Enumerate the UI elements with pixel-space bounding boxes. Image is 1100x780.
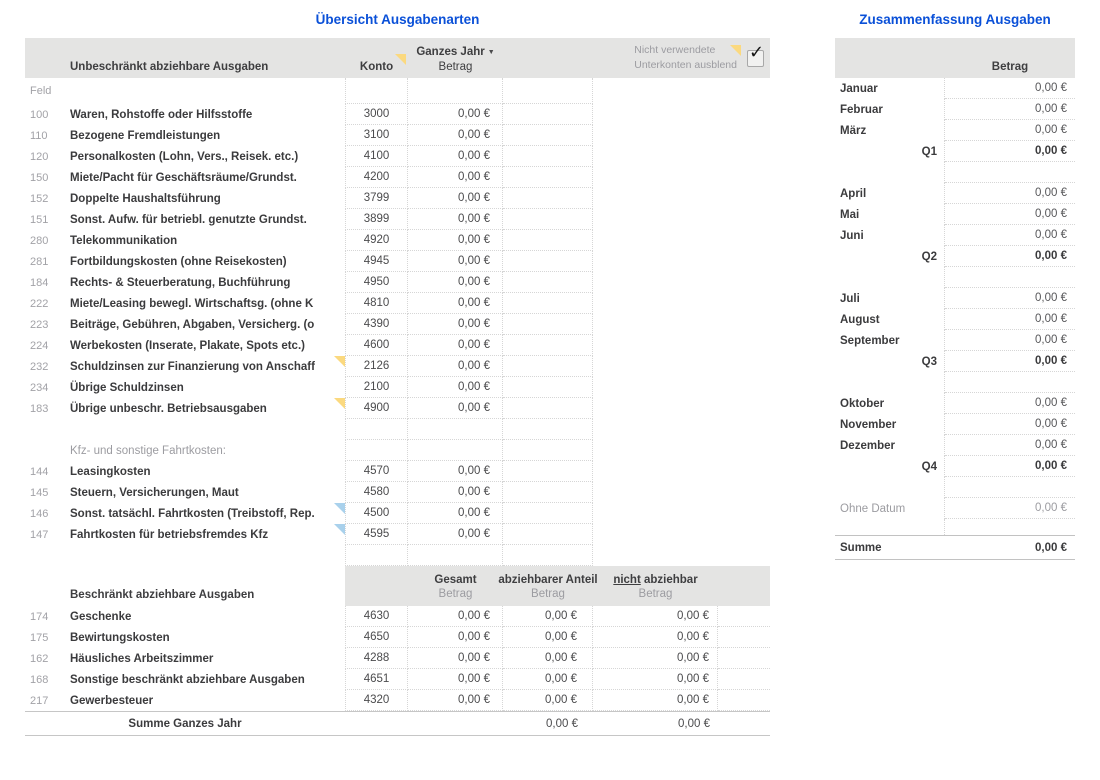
betrag-cell[interactable]: 0,00 € bbox=[408, 503, 503, 524]
period-label-cell[interactable]: Juni bbox=[835, 225, 945, 246]
comment-marker-icon bbox=[334, 524, 345, 535]
feld-number: 162 bbox=[30, 652, 49, 665]
period-label-cell[interactable]: Februar bbox=[835, 99, 945, 120]
table-row bbox=[25, 230, 770, 251]
betrag-cell[interactable] bbox=[408, 419, 503, 440]
period-label-cell[interactable] bbox=[835, 477, 945, 498]
column-header-restricted-expenses: Beschränkt abziehbare Ausgaben bbox=[70, 589, 255, 601]
konto-cell[interactable]: 4651 bbox=[345, 669, 408, 690]
expense-label-cell[interactable]: Kfz- und sonstige Fahrtkosten: bbox=[70, 444, 226, 457]
empty-cell bbox=[503, 440, 593, 461]
expense-label-cell[interactable]: Beiträge, Gebühren, Abgaben, Versicherg. (o bbox=[70, 318, 315, 331]
konto-cell[interactable]: 3899 bbox=[345, 209, 408, 230]
betrag-cell[interactable]: 0,00 € bbox=[945, 309, 1075, 330]
summary-row bbox=[835, 204, 1075, 225]
empty-cell bbox=[503, 314, 593, 335]
checkmark-icon: ✓ bbox=[749, 41, 765, 62]
konto-cell[interactable]: 3799 bbox=[345, 188, 408, 209]
betrag-cell[interactable]: 0,00 € bbox=[945, 330, 1075, 351]
summary-row bbox=[835, 288, 1075, 309]
summary-row bbox=[835, 372, 1075, 393]
summary-row bbox=[835, 162, 1075, 183]
feld-number: 120 bbox=[30, 150, 49, 163]
feld-number: 145 bbox=[30, 486, 49, 499]
subheader-betrag: Betrag bbox=[438, 588, 473, 600]
column-header-abziehbarer-anteil: abziehbarer Anteil bbox=[498, 574, 598, 586]
table-row bbox=[25, 461, 770, 482]
betrag-cell[interactable]: 0,00 € bbox=[945, 78, 1075, 99]
period-label-cell[interactable]: Q1 bbox=[835, 141, 945, 162]
betrag-cell[interactable] bbox=[408, 78, 503, 104]
expense-label-cell[interactable]: Waren, Rohstoffe oder Hilfsstoffe bbox=[70, 108, 253, 121]
table-row bbox=[25, 167, 770, 188]
gesamt-betrag-cell[interactable]: 0,00 € bbox=[408, 690, 503, 711]
expense-label-cell[interactable]: Übrige unbeschr. Betriebsausgaben bbox=[65, 398, 345, 419]
betrag-cell[interactable]: 0,00 € bbox=[945, 183, 1075, 204]
konto-cell[interactable]: 4390 bbox=[345, 314, 408, 335]
restricted-expense-rows bbox=[25, 606, 770, 711]
betrag-cell[interactable]: 0,00 € bbox=[945, 456, 1075, 477]
nicht-abziehbar-cell[interactable]: 0,00 € bbox=[593, 648, 718, 669]
empty-cell bbox=[718, 669, 770, 690]
table-row bbox=[25, 356, 770, 377]
betrag-cell[interactable]: 0,00 € bbox=[408, 188, 503, 209]
expense-label-cell[interactable]: Sonst. Aufw. für betriebl. genutzte Grundst. bbox=[70, 213, 307, 226]
column-header-betrag: Betrag bbox=[438, 61, 473, 73]
abziehbarer-anteil-cell[interactable]: 0,00 € bbox=[503, 606, 593, 627]
period-label-cell[interactable]: Q3 bbox=[835, 351, 945, 372]
betrag-cell[interactable]: 0,00 € bbox=[408, 104, 503, 125]
feld-number: 184 bbox=[30, 276, 49, 289]
period-label-cell[interactable] bbox=[835, 519, 945, 535]
expense-label-cell[interactable]: Leasingkosten bbox=[70, 465, 151, 478]
expense-label-cell[interactable] bbox=[65, 419, 345, 440]
period-dropdown[interactable]: Ganzes Jahr ▼ bbox=[416, 46, 495, 58]
comment-marker-icon bbox=[334, 503, 345, 514]
feld-number: 183 bbox=[30, 402, 49, 415]
feld-number: 280 bbox=[30, 234, 49, 247]
column-header-unrestricted-expenses: Unbeschränkt abziehbare Ausgaben bbox=[70, 61, 269, 73]
expense-label-cell[interactable]: Miete/Leasing bewegl. Wirtschaftsg. (ohne K bbox=[70, 297, 314, 310]
betrag-cell[interactable]: 0,00 € bbox=[408, 335, 503, 356]
expense-label-cell[interactable]: Gewerbesteuer bbox=[70, 694, 154, 707]
period-label-cell[interactable] bbox=[835, 162, 945, 183]
konto-cell[interactable]: 4500 bbox=[345, 503, 408, 524]
betrag-cell[interactable]: 0,00 € bbox=[408, 293, 503, 314]
gesamt-betrag-cell[interactable]: 0,00 € bbox=[408, 648, 503, 669]
konto-cell[interactable]: 3100 bbox=[345, 125, 408, 146]
betrag-cell[interactable]: 0,00 € bbox=[945, 120, 1075, 141]
gesamt-betrag-cell[interactable]: 0,00 € bbox=[408, 669, 503, 690]
table-row bbox=[25, 669, 770, 690]
betrag-cell[interactable] bbox=[408, 545, 503, 566]
empty-cell bbox=[503, 104, 593, 125]
empty-cell bbox=[503, 545, 593, 566]
expense-label-cell[interactable]: Häusliches Arbeitszimmer bbox=[70, 652, 214, 665]
betrag-cell[interactable]: 0,00 € bbox=[945, 435, 1075, 456]
konto-cell[interactable]: 4950 bbox=[345, 272, 408, 293]
hide-subaccounts-checkbox[interactable] bbox=[747, 41, 765, 67]
expense-label-cell[interactable]: Geschenke bbox=[70, 610, 132, 623]
abziehbarer-anteil-cell[interactable]: 0,00 € bbox=[503, 690, 593, 711]
period-label-cell[interactable] bbox=[835, 267, 945, 288]
betrag-cell[interactable]: 0,00 € bbox=[408, 314, 503, 335]
expense-label-cell[interactable]: Fahrtkosten für betriebsfremdes Kfz bbox=[65, 524, 345, 545]
betrag-cell[interactable]: 0,00 € bbox=[408, 209, 503, 230]
konto-cell[interactable]: 4600 bbox=[345, 335, 408, 356]
feld-number: 234 bbox=[30, 381, 49, 394]
betrag-cell[interactable] bbox=[408, 440, 503, 461]
period-label-cell[interactable]: Januar bbox=[835, 78, 945, 99]
expense-label-cell[interactable]: Steuern, Versicherungen, Maut bbox=[70, 486, 239, 499]
summary-row bbox=[835, 183, 1075, 204]
table-row bbox=[25, 209, 770, 230]
summary-row bbox=[835, 246, 1075, 267]
summe-label: Summe bbox=[840, 541, 882, 554]
expense-label-cell[interactable] bbox=[65, 78, 345, 104]
chevron-down-icon: ▼ bbox=[487, 49, 495, 56]
table-row bbox=[25, 377, 770, 398]
table-row bbox=[25, 188, 770, 209]
right-table-title: Zusammenfassung Ausgaben bbox=[859, 12, 1051, 27]
table-row bbox=[25, 627, 770, 648]
expense-label-cell[interactable]: Rechts- & Steuerberatung, Buchführung bbox=[70, 276, 291, 289]
abziehbarer-anteil-cell[interactable]: 0,00 € bbox=[503, 627, 593, 648]
konto-cell[interactable]: 4570 bbox=[345, 461, 408, 482]
feld-number: 222 bbox=[30, 297, 49, 310]
left-table-title: Übersicht Ausgabenarten bbox=[315, 12, 480, 27]
feld-number: 232 bbox=[30, 360, 49, 373]
empty-cell bbox=[503, 146, 593, 167]
betrag-cell[interactable]: 0,00 € bbox=[945, 498, 1075, 519]
unrestricted-expense-rows bbox=[25, 78, 770, 566]
empty-cell bbox=[503, 461, 593, 482]
total-nicht-abziehbar-value: 0,00 € bbox=[678, 717, 710, 730]
feld-number: 150 bbox=[30, 171, 49, 184]
subheader-betrag: Betrag bbox=[531, 588, 565, 600]
total-row-ganzes-jahr bbox=[25, 711, 770, 736]
summe-value: 0,00 € bbox=[1035, 541, 1067, 554]
feld-number: 217 bbox=[30, 694, 49, 707]
total-abziehbar-value: 0,00 € bbox=[546, 717, 578, 730]
nicht-abziehbar-cell[interactable]: 0,00 € bbox=[593, 690, 718, 711]
empty-cell bbox=[503, 125, 593, 146]
konto-cell[interactable]: 4900 bbox=[345, 398, 408, 419]
table-row bbox=[25, 146, 770, 167]
konto-cell[interactable]: 4630 bbox=[345, 606, 408, 627]
summary-row bbox=[835, 456, 1075, 477]
empty-cell bbox=[503, 524, 593, 545]
empty-cell bbox=[503, 230, 593, 251]
period-label-cell[interactable]: April bbox=[835, 183, 945, 204]
konto-cell[interactable]: 4595 bbox=[345, 524, 408, 545]
betrag-cell[interactable]: 0,00 € bbox=[945, 393, 1075, 414]
table-row bbox=[25, 314, 770, 335]
nicht-abziehbar-cell[interactable]: 0,00 € bbox=[593, 669, 718, 690]
summary-row bbox=[835, 99, 1075, 120]
comment-marker-icon bbox=[730, 45, 741, 56]
feld-number: 224 bbox=[30, 339, 49, 352]
period-label-cell[interactable]: Mai bbox=[835, 204, 945, 225]
table-row bbox=[25, 503, 770, 524]
period-label-cell[interactable]: Ohne Datum bbox=[835, 498, 945, 519]
nicht-abziehbar-cell[interactable]: 0,00 € bbox=[593, 627, 718, 648]
table-row bbox=[25, 648, 770, 669]
konto-cell[interactable]: 4100 bbox=[345, 146, 408, 167]
table-row bbox=[25, 104, 770, 125]
summary-row bbox=[835, 141, 1075, 162]
table-row bbox=[25, 690, 770, 711]
feld-number bbox=[25, 419, 65, 440]
empty-cell bbox=[503, 251, 593, 272]
table-row bbox=[25, 125, 770, 146]
nicht-abziehbar-cell[interactable]: 0,00 € bbox=[593, 606, 718, 627]
expense-label-cell[interactable]: Doppelte Haushaltsführung bbox=[70, 192, 221, 205]
konto-cell[interactable] bbox=[345, 78, 408, 104]
summary-row bbox=[835, 78, 1075, 99]
betrag-cell[interactable]: 0,00 € bbox=[408, 524, 503, 545]
expense-label-cell[interactable]: Fortbildungskosten (ohne Reisekosten) bbox=[70, 255, 287, 268]
period-label-cell[interactable] bbox=[835, 372, 945, 393]
betrag-cell[interactable]: 0,00 € bbox=[408, 167, 503, 188]
betrag-cell[interactable]: 0,00 € bbox=[408, 125, 503, 146]
table-row bbox=[25, 545, 770, 566]
period-label-cell[interactable]: Q2 bbox=[835, 246, 945, 267]
empty-cell bbox=[503, 335, 593, 356]
konto-cell[interactable]: 4320 bbox=[345, 690, 408, 711]
empty-cell bbox=[503, 356, 593, 377]
expense-label-cell[interactable]: Schuldzinsen zur Finanzierung von Anschaff bbox=[65, 356, 345, 377]
gesamt-betrag-cell[interactable]: 0,00 € bbox=[408, 627, 503, 648]
betrag-cell[interactable] bbox=[945, 519, 1075, 535]
betrag-cell[interactable]: 0,00 € bbox=[408, 461, 503, 482]
expense-label-cell[interactable]: Übrige Schuldzinsen bbox=[70, 381, 184, 394]
feld-number: 281 bbox=[30, 255, 49, 268]
konto-cell[interactable]: 4810 bbox=[345, 293, 408, 314]
abziehbarer-anteil-cell[interactable]: 0,00 € bbox=[503, 669, 593, 690]
feld-number: 147 bbox=[30, 528, 49, 541]
empty-cell bbox=[718, 606, 770, 627]
expense-label-cell[interactable]: Sonst. tatsächl. Fahrtkosten (Treibstoff, Rep. bbox=[65, 503, 345, 524]
betrag-cell[interactable]: 0,00 € bbox=[945, 204, 1075, 225]
expense-summary-table bbox=[835, 38, 1075, 560]
betrag-cell[interactable]: 0,00 € bbox=[408, 230, 503, 251]
konto-cell[interactable] bbox=[345, 545, 408, 566]
comment-marker-icon bbox=[395, 54, 406, 65]
betrag-cell[interactable]: 0,00 € bbox=[408, 272, 503, 293]
konto-cell[interactable]: 3000 bbox=[345, 104, 408, 125]
feld-number: 152 bbox=[30, 192, 49, 205]
gesamt-betrag-cell[interactable]: 0,00 € bbox=[408, 606, 503, 627]
summary-row bbox=[835, 330, 1075, 351]
feld-number: 100 bbox=[30, 108, 49, 121]
expense-label-cell[interactable]: Sonstige beschränkt abziehbare Ausgaben bbox=[70, 673, 305, 686]
betrag-cell[interactable]: 0,00 € bbox=[945, 99, 1075, 120]
empty-cell bbox=[718, 627, 770, 648]
period-label-cell[interactable]: Juli bbox=[835, 288, 945, 309]
betrag-cell[interactable]: 0,00 € bbox=[408, 251, 503, 272]
betrag-cell[interactable]: 0,00 € bbox=[408, 398, 503, 419]
betrag-cell[interactable] bbox=[945, 477, 1075, 498]
column-header-gesamt: Gesamt bbox=[434, 574, 477, 586]
comment-marker-icon bbox=[334, 398, 345, 409]
betrag-cell[interactable]: 0,00 € bbox=[945, 414, 1075, 435]
betrag-cell[interactable] bbox=[945, 267, 1075, 288]
table-row bbox=[25, 606, 770, 627]
feld-number bbox=[25, 545, 65, 566]
betrag-cell[interactable] bbox=[945, 372, 1075, 393]
expense-label-cell[interactable] bbox=[65, 545, 345, 566]
betrag-cell[interactable]: 0,00 € bbox=[945, 246, 1075, 267]
summary-row bbox=[835, 477, 1075, 498]
empty-cell bbox=[503, 419, 593, 440]
empty-cell bbox=[718, 648, 770, 669]
betrag-cell[interactable]: 0,00 € bbox=[945, 351, 1075, 372]
column-header-nicht-abziehbar: nicht abziehbar bbox=[613, 574, 698, 586]
table-row bbox=[25, 293, 770, 314]
empty-cell bbox=[503, 209, 593, 230]
summary-row bbox=[835, 498, 1075, 519]
summary-row bbox=[835, 393, 1075, 414]
betrag-cell[interactable]: 0,00 € bbox=[945, 141, 1075, 162]
expense-label-cell[interactable]: Bezogene Fremdleistungen bbox=[70, 129, 221, 142]
summary-row bbox=[835, 435, 1075, 456]
betrag-cell[interactable] bbox=[945, 162, 1075, 183]
feld-number bbox=[25, 440, 65, 461]
summary-rows bbox=[835, 78, 1075, 535]
konto-cell[interactable]: 4200 bbox=[345, 167, 408, 188]
table-row bbox=[25, 78, 770, 104]
summary-row bbox=[835, 120, 1075, 141]
feld-number: 168 bbox=[30, 673, 49, 686]
betrag-cell[interactable]: 0,00 € bbox=[408, 377, 503, 398]
empty-cell bbox=[503, 272, 593, 293]
summary-row bbox=[835, 309, 1075, 330]
table-row bbox=[25, 419, 770, 440]
empty-cell bbox=[503, 167, 593, 188]
betrag-cell[interactable]: 0,00 € bbox=[408, 146, 503, 167]
expense-label-cell[interactable]: Bewirtungskosten bbox=[70, 631, 170, 644]
feld-number: 110 bbox=[30, 129, 48, 142]
expense-label-cell[interactable]: Telekommunikation bbox=[70, 234, 178, 247]
konto-cell[interactable]: 4945 bbox=[345, 251, 408, 272]
empty-cell bbox=[718, 690, 770, 711]
empty-cell bbox=[503, 398, 593, 419]
konto-cell[interactable]: 4650 bbox=[345, 627, 408, 648]
expense-types-table bbox=[25, 38, 770, 736]
betrag-cell[interactable]: 0,00 € bbox=[408, 482, 503, 503]
feld-number: 146 bbox=[30, 507, 49, 520]
total-label: Summe Ganzes Jahr bbox=[128, 717, 242, 730]
hide-subaccounts-label: Nicht verwendete Unterkonten ausblend bbox=[634, 44, 737, 71]
feld-number: 223 bbox=[30, 318, 49, 331]
betrag-cell[interactable]: 0,00 € bbox=[945, 225, 1075, 246]
konto-cell[interactable]: 2126 bbox=[345, 356, 408, 377]
konto-cell[interactable]: 4920 bbox=[345, 230, 408, 251]
period-label-cell[interactable]: Q4 bbox=[835, 456, 945, 477]
empty-cell bbox=[503, 377, 593, 398]
restricted-expenses-header bbox=[25, 566, 770, 606]
konto-cell[interactable]: 4288 bbox=[345, 648, 408, 669]
period-label-cell[interactable]: März bbox=[835, 120, 945, 141]
konto-cell[interactable]: 2100 bbox=[345, 377, 408, 398]
period-label-cell[interactable]: Dezember bbox=[835, 435, 945, 456]
konto-cell[interactable]: 4580 bbox=[345, 482, 408, 503]
table-row bbox=[25, 251, 770, 272]
expense-label-cell[interactable]: Werbekosten (Inserate, Plakate, Spots etc.) bbox=[70, 339, 305, 352]
subheader-betrag: Betrag bbox=[638, 588, 673, 600]
table-row bbox=[25, 335, 770, 356]
summary-row bbox=[835, 225, 1075, 246]
column-header-konto: Konto bbox=[345, 61, 408, 78]
abziehbarer-anteil-cell[interactable]: 0,00 € bbox=[503, 648, 593, 669]
column-header-betrag: Betrag bbox=[991, 61, 1029, 73]
period-label-cell[interactable]: November bbox=[835, 414, 945, 435]
konto-cell[interactable] bbox=[345, 419, 408, 440]
table-row bbox=[25, 398, 770, 419]
empty-cell bbox=[503, 503, 593, 524]
feld-number: Feld bbox=[30, 85, 52, 97]
summary-row bbox=[835, 414, 1075, 435]
summary-row bbox=[835, 519, 1075, 535]
comment-marker-icon bbox=[334, 356, 345, 367]
expense-table-header bbox=[25, 38, 770, 78]
period-label-cell[interactable]: Oktober bbox=[835, 393, 945, 414]
betrag-cell[interactable]: 0,00 € bbox=[945, 288, 1075, 309]
betrag-cell[interactable]: 0,00 € bbox=[408, 356, 503, 377]
table-row bbox=[25, 440, 770, 461]
summary-table-header bbox=[835, 38, 1075, 78]
feld-number: 151 bbox=[30, 213, 49, 226]
empty-cell bbox=[503, 482, 593, 503]
expense-label-cell[interactable]: Personalkosten (Lohn, Vers., Reisek. etc.) bbox=[70, 150, 299, 163]
empty-cell bbox=[503, 78, 593, 104]
summary-total-row bbox=[835, 535, 1075, 560]
period-label-cell[interactable]: September bbox=[835, 330, 945, 351]
summary-row bbox=[835, 267, 1075, 288]
table-row bbox=[25, 482, 770, 503]
feld-number: 175 bbox=[30, 631, 49, 644]
konto-cell[interactable] bbox=[345, 440, 408, 461]
feld-number: 144 bbox=[30, 465, 49, 478]
empty-cell bbox=[503, 293, 593, 314]
period-label-cell[interactable]: August bbox=[835, 309, 945, 330]
feld-number: 174 bbox=[30, 610, 49, 623]
expense-label-cell[interactable]: Miete/Pacht für Geschäftsräume/Grundst. bbox=[70, 171, 297, 184]
summary-row bbox=[835, 351, 1075, 372]
table-row bbox=[25, 272, 770, 293]
table-row bbox=[25, 524, 770, 545]
empty-cell bbox=[503, 188, 593, 209]
